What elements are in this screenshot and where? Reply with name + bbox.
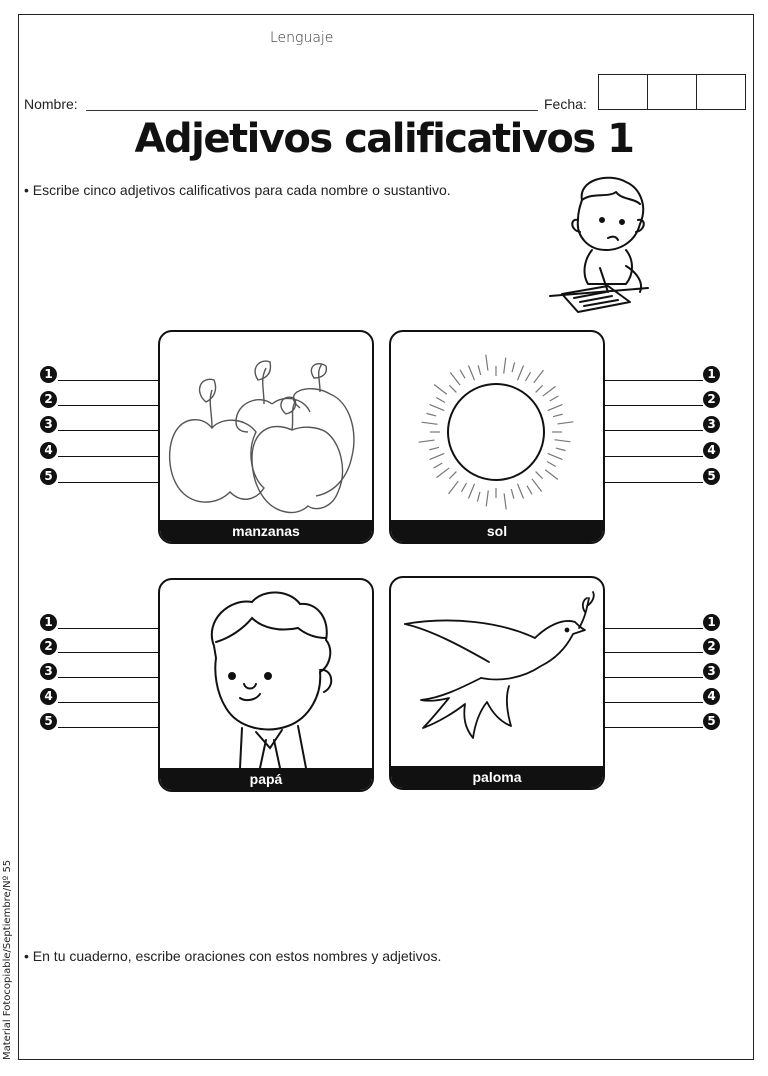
sun-ray bbox=[422, 422, 438, 424]
sun-ray bbox=[468, 484, 474, 499]
name-label: Nombre: bbox=[24, 96, 78, 112]
sun-ray bbox=[557, 422, 573, 424]
date-month-box[interactable] bbox=[648, 75, 697, 109]
item-number: 1 bbox=[40, 614, 57, 631]
sun-ray bbox=[436, 398, 445, 403]
item-number: 1 bbox=[40, 366, 57, 383]
dove-icon bbox=[391, 578, 603, 766]
item-number: 3 bbox=[40, 416, 57, 433]
answer-line[interactable] bbox=[605, 482, 703, 483]
answer-line[interactable] bbox=[605, 628, 703, 629]
answer-line[interactable] bbox=[58, 628, 158, 629]
item-number: 4 bbox=[703, 442, 720, 459]
instruction-1: • Escribe cinco adjetivos calificativos para cada nombre o sustantivo. bbox=[24, 182, 451, 198]
sun-ray bbox=[477, 492, 480, 502]
item-number: 5 bbox=[40, 713, 57, 730]
sun-ray bbox=[556, 448, 566, 451]
sun-ray bbox=[478, 365, 481, 375]
sun-ray bbox=[460, 370, 465, 379]
sun-ray bbox=[436, 468, 449, 478]
sun-ray bbox=[429, 447, 439, 450]
sun-ray bbox=[553, 414, 563, 417]
item-number: 1 bbox=[703, 366, 720, 383]
sun-ray bbox=[468, 365, 474, 380]
sun-ray bbox=[434, 385, 447, 395]
sun-ray bbox=[504, 493, 506, 509]
sun-ray bbox=[429, 453, 444, 459]
sun-ray bbox=[527, 486, 532, 495]
sun-ray bbox=[434, 463, 443, 468]
date-year-box[interactable] bbox=[697, 75, 745, 109]
answer-line[interactable] bbox=[58, 727, 158, 728]
item-number: 2 bbox=[703, 391, 720, 408]
sun-ray bbox=[536, 472, 543, 479]
item-number: 4 bbox=[40, 442, 57, 459]
card-label-sol: sol bbox=[391, 520, 603, 542]
item-number: 2 bbox=[40, 391, 57, 408]
sun-ray bbox=[536, 385, 543, 392]
date-day-box[interactable] bbox=[599, 75, 648, 109]
item-number: 4 bbox=[40, 688, 57, 705]
item-number: 4 bbox=[703, 688, 720, 705]
sun-ray bbox=[512, 362, 515, 372]
item-number: 2 bbox=[703, 638, 720, 655]
answer-line[interactable] bbox=[58, 380, 158, 381]
answer-line[interactable] bbox=[58, 702, 158, 703]
sun-ray bbox=[543, 386, 556, 396]
sun-ray bbox=[545, 470, 558, 480]
sun-ray bbox=[548, 404, 563, 410]
sun-ray bbox=[517, 484, 523, 499]
sun-ray bbox=[449, 385, 456, 392]
sun-ray bbox=[504, 358, 506, 374]
sun-ray bbox=[511, 489, 514, 499]
card-label-manzanas: manzanas bbox=[160, 520, 372, 542]
sun-ray bbox=[450, 372, 460, 385]
sun-ray bbox=[534, 370, 544, 383]
sun-ray bbox=[462, 483, 467, 492]
sun-ray bbox=[426, 413, 436, 416]
father-icon bbox=[160, 580, 372, 768]
card-paloma bbox=[389, 576, 605, 790]
sun-ray bbox=[532, 479, 542, 492]
card-label-paloma: paloma bbox=[391, 766, 603, 788]
sun-ray bbox=[486, 490, 488, 506]
sun-ray bbox=[419, 440, 435, 442]
answer-line[interactable] bbox=[58, 456, 158, 457]
child-writing-icon bbox=[548, 170, 660, 320]
sun-ray bbox=[517, 365, 523, 380]
answer-line[interactable] bbox=[605, 430, 703, 431]
apples-icon bbox=[160, 332, 372, 520]
card-papa bbox=[158, 578, 374, 792]
item-number: 5 bbox=[703, 713, 720, 730]
answer-line[interactable] bbox=[58, 652, 158, 653]
sun-ray bbox=[554, 440, 570, 442]
answer-line[interactable] bbox=[58, 677, 158, 678]
answer-line[interactable] bbox=[605, 380, 703, 381]
answer-line[interactable] bbox=[605, 405, 703, 406]
sun-ray bbox=[550, 396, 559, 401]
sun-ray bbox=[548, 453, 563, 459]
sun-ray bbox=[547, 462, 556, 467]
card-sol bbox=[389, 330, 605, 544]
subject-label: Lenguaje bbox=[270, 30, 334, 46]
item-number: 3 bbox=[40, 663, 57, 680]
card-manzanas bbox=[158, 330, 374, 544]
item-number: 2 bbox=[40, 638, 57, 655]
sun-ray bbox=[449, 472, 456, 479]
page-title: Adjetivos calificativos 1 bbox=[134, 116, 634, 162]
item-number: 3 bbox=[703, 416, 720, 433]
item-number: 3 bbox=[703, 663, 720, 680]
date-field[interactable] bbox=[598, 74, 746, 110]
instruction-2: • En tu cuaderno, escribe oraciones con estos nombres y adjetivos. bbox=[24, 948, 442, 964]
sun-ray bbox=[429, 404, 444, 410]
sun-ray bbox=[486, 355, 488, 371]
answer-line[interactable] bbox=[605, 702, 703, 703]
item-number: 5 bbox=[703, 468, 720, 485]
answer-line[interactable] bbox=[605, 652, 703, 653]
item-number: 1 bbox=[703, 614, 720, 631]
side-note: Material Fotocopiable/Septiembre/Nº 55 bbox=[2, 859, 13, 1060]
name-field[interactable] bbox=[86, 110, 538, 111]
answer-line[interactable] bbox=[605, 456, 703, 457]
answer-line[interactable] bbox=[605, 727, 703, 728]
sun-ray bbox=[526, 372, 531, 381]
item-number: 5 bbox=[40, 468, 57, 485]
sun-ray bbox=[449, 481, 459, 494]
answer-line[interactable] bbox=[58, 405, 158, 406]
answer-line[interactable] bbox=[58, 430, 158, 431]
sun-icon bbox=[391, 332, 603, 520]
answer-line[interactable] bbox=[58, 482, 158, 483]
card-label-papa: papá bbox=[160, 768, 372, 790]
answer-line[interactable] bbox=[605, 677, 703, 678]
date-label: Fecha: bbox=[544, 96, 587, 112]
